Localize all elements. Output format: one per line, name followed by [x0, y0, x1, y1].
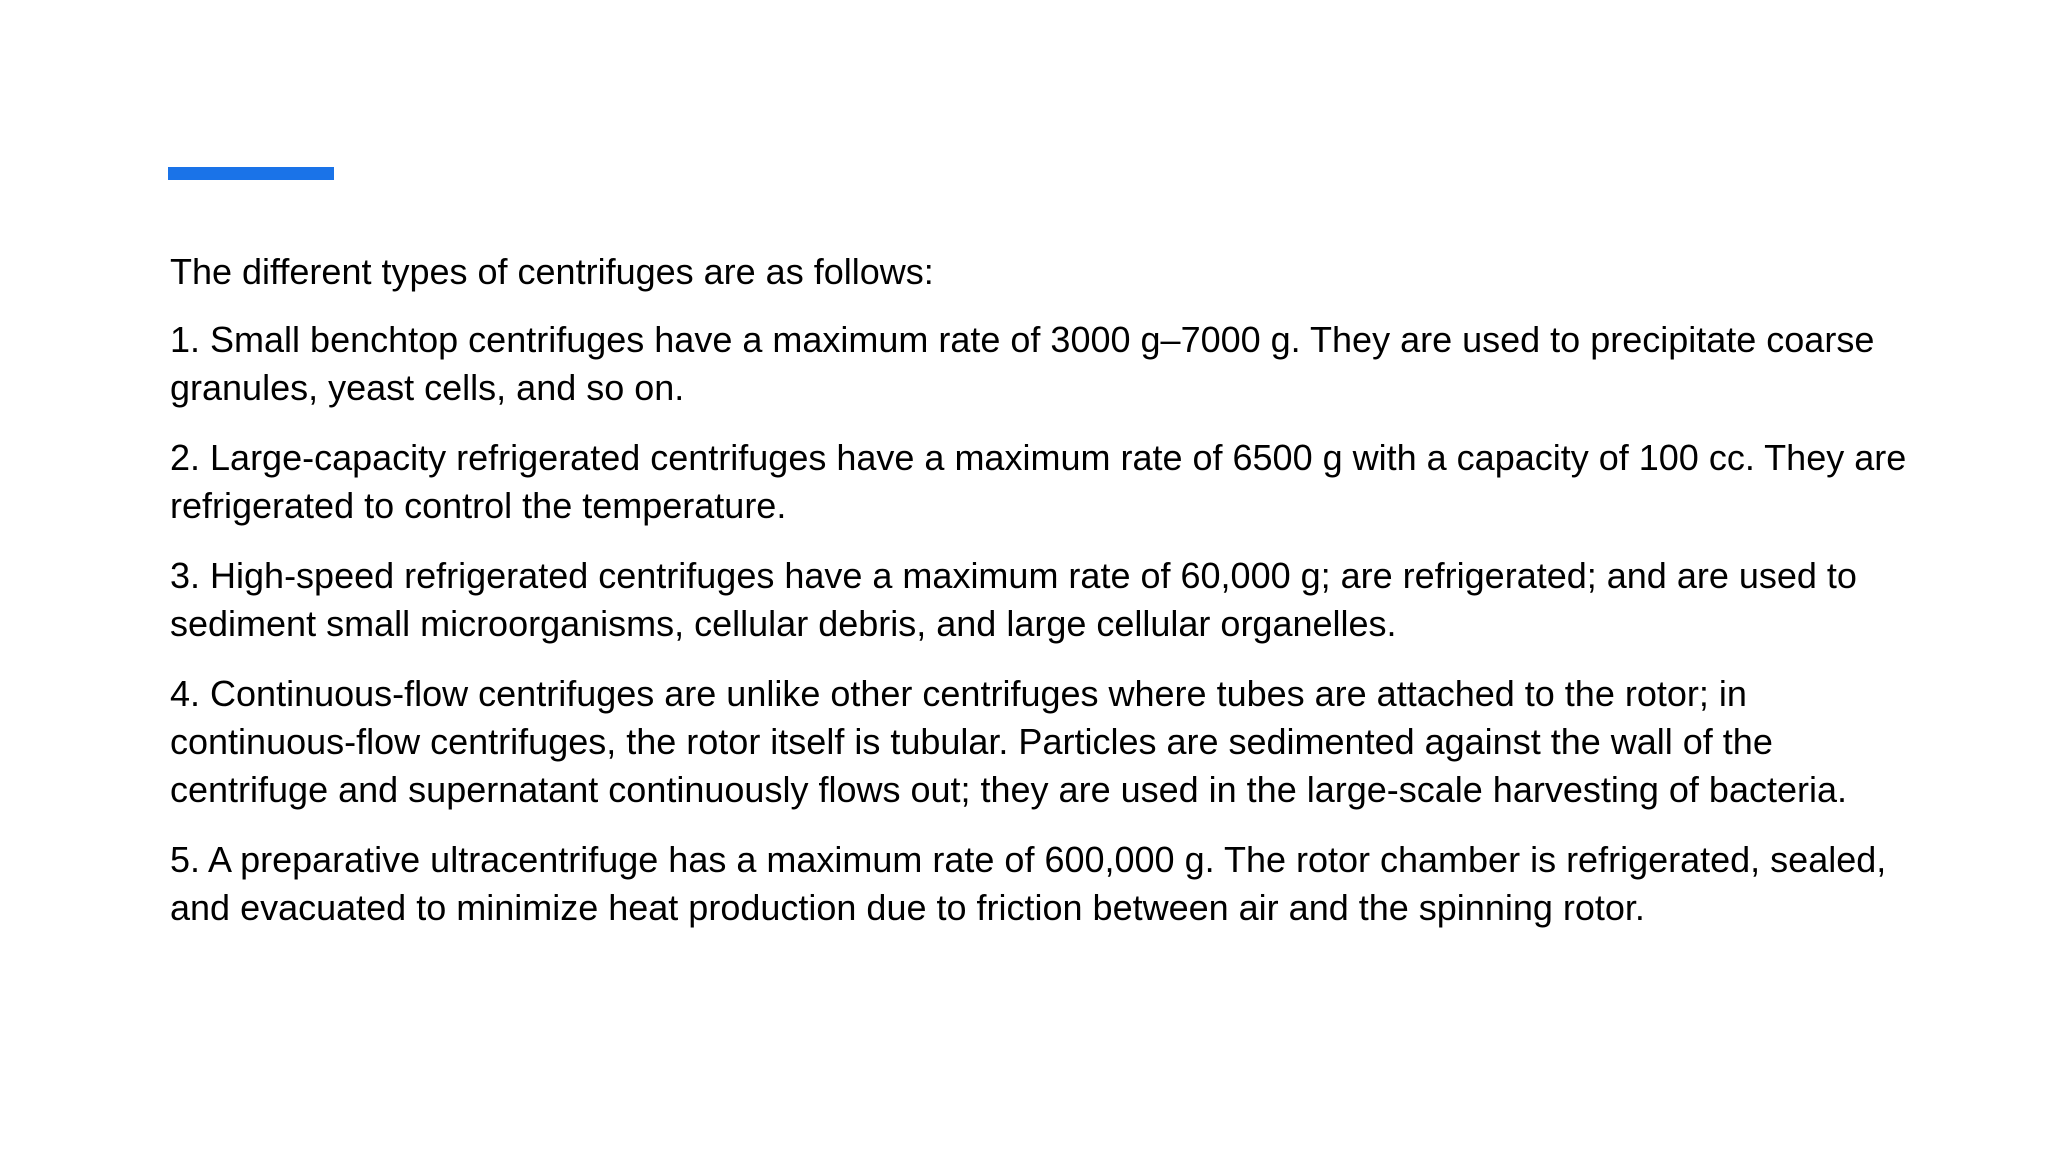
slide-body	[170, 248, 1910, 954]
list-item: 3. High-speed refrigerated centrifuges have a maximum rate of 60,000 g; are refrigerated; and are used to sediment small microorganisms, cellular debris, and large cellular organelles.	[170, 555, 1857, 644]
accent-bar	[168, 167, 334, 180]
list-item: 1. Small benchtop centrifuges have a maximum rate of 3000 g–7000 g. They are used to precipitate coarse granules, yeast cells, and so on.	[170, 319, 1875, 408]
intro-text: The different types of centrifuges are as follows:	[170, 251, 934, 292]
list-item: 4. Continuous-flow centrifuges are unlike other centrifuges where tubes are attached to the rotor; in continuous-flow centrifuges, the rotor itself is tubular. Particles are sedimented against the wall of the centrifuge and supernatant continuously flows out; they are used in the large-scale harvesting of bacteria.	[170, 673, 1848, 810]
list-item: 5. A preparative ultracentrifuge has a maximum rate of 600,000 g. The rotor chamber is refrigerated, sealed, and evacuated to minimize heat production due to friction between air and the spinning rotor.	[170, 839, 1887, 928]
list-item: 2. Large-capacity refrigerated centrifuges have a maximum rate of 6500 g with a capacity of 100 cc. They are refrigerated to control the temperature.	[170, 437, 1907, 526]
